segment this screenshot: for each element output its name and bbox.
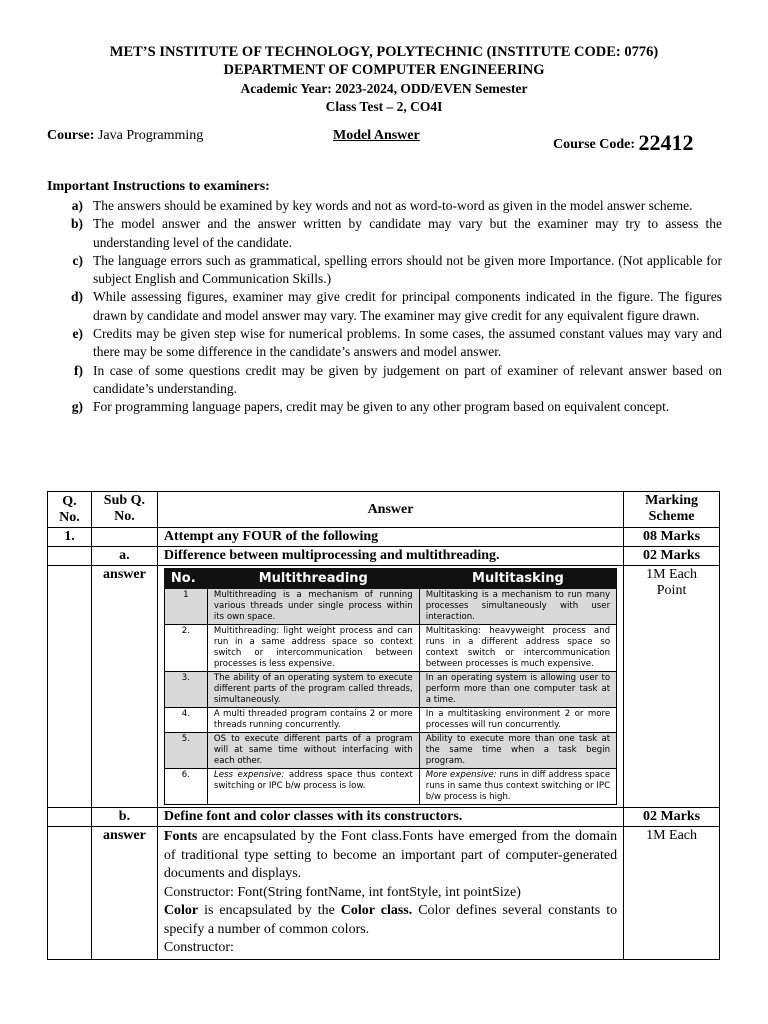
comparison-multithreading <box>207 625 419 672</box>
instruction-text: For programming language papers, credit may be given to any other program based on equivalent concept. <box>93 399 670 415</box>
qb-marks: 02 Marks <box>624 808 720 827</box>
color-desc-1: is encapsulated by the <box>198 903 341 918</box>
comparison-multitasking <box>419 625 616 672</box>
header-qno: Q. No. <box>48 492 92 528</box>
instruction-item <box>47 398 722 416</box>
instruction-text: While assessing figures, examiner may give credit for principal components indicated in the figure. The figures drawn by candidate and model answer may vary. The examiner may give credit for any equivalent figure drawn. <box>93 289 722 323</box>
comparison-text: runs in diff address space runs in same thus context switching or IPC b/w process is high. <box>425 770 611 802</box>
comparison-multithreading <box>207 733 419 769</box>
comparison-multitasking <box>419 672 616 708</box>
color-desc-2: Color defines several constants to specify a number of common colors. <box>163 903 618 937</box>
color-term: Color <box>163 903 199 918</box>
comparison-no: 1 <box>164 589 207 625</box>
course-label: Course: <box>47 128 95 143</box>
fonts-paragraph <box>164 828 617 884</box>
comparison-text: Multithreading: light weight process and can run in a same address space so context switch or intercommunication between processes is less expensive. <box>213 626 413 669</box>
course-info <box>47 128 203 144</box>
course-line <box>47 120 727 155</box>
answer-table <box>47 491 720 960</box>
course-code-value: 22412 <box>638 130 694 155</box>
comparison-text: Ability to execute more than one task at the same time when a task begin program. <box>425 734 611 766</box>
qa-ans-no-empty <box>48 566 92 808</box>
comparison-header-multitasking: Multitasking <box>419 569 616 589</box>
course-code-label: Course Code: <box>553 137 636 152</box>
qa-text: Difference between multiprocessing and multithreading. <box>157 547 623 566</box>
instruction-letter: b) <box>70 216 83 232</box>
comparison-text: The ability of an operating system to execute different parts of the program called threads, simultaneously. <box>213 673 413 705</box>
instruction-item <box>47 252 722 289</box>
q1-text: Attempt any FOUR of the following <box>157 528 623 547</box>
header-answer: Answer <box>157 492 623 528</box>
instruction-letter: d) <box>70 289 83 305</box>
color-constructor: Constructor: <box>163 940 234 955</box>
fonts-term: Fonts <box>163 829 198 844</box>
qa-no-empty <box>48 547 92 566</box>
q1-marks: 08 Marks <box>624 528 720 547</box>
comparison-multitasking <box>419 708 616 733</box>
comparison-row <box>164 589 616 625</box>
comparison-emphasis: Less expensive: <box>213 770 285 780</box>
comparison-no: 3. <box>164 672 207 708</box>
instruction-text: In case of some questions credit may be given by judgement on part of examiner of relevant answer based on candidate’s understanding. <box>93 362 722 396</box>
model-answer-title: Model Answer <box>333 128 420 143</box>
comparison-row <box>164 672 616 708</box>
q1-number: 1. <box>48 528 92 547</box>
qb-text: Define font and color classes with its constructors. <box>157 808 623 827</box>
fonts-desc: are encapsulated by the Font class.Fonts have emerged from the domain of traditional type setting to become an important part of computer-generated documents and displays. <box>163 829 618 881</box>
instruction-letter: c) <box>72 252 83 268</box>
instruction-item <box>47 197 722 215</box>
color-class-term: Color class. <box>340 903 413 918</box>
instruction-text: Credits may be given step wise for numerical problems. In some cases, the assumed constant values may vary and there may be some difference in the candidate’s answers and model answer. <box>93 326 722 360</box>
instructions-list <box>47 197 722 417</box>
qb-ans-no-empty <box>48 827 92 960</box>
comparison-multithreading <box>207 708 419 733</box>
comparison-emphasis: More expensive: <box>425 770 497 780</box>
comparison-text: In an operating system is allowing user to perform more than one computer task at a time. <box>425 673 611 705</box>
font-constructor: Constructor: Font(String fontName, int fontStyle, int pointSize) <box>163 884 521 900</box>
comparison-multithreading <box>207 769 419 805</box>
academic-year: Academic Year: 2023-2024, ODD/EVEN Semester <box>240 81 528 96</box>
qa-answer-label: answer <box>91 566 157 808</box>
comparison-multitasking <box>419 769 616 805</box>
instruction-letter: f) <box>74 362 83 378</box>
course-value: Java Programming <box>97 128 204 143</box>
qb-no-empty <box>48 808 92 827</box>
comparison-no: 6. <box>164 769 207 805</box>
instruction-text: The language errors such as grammatical, spelling errors should not be given more Importance. (Not applicable for subject English and Communication Skills.) <box>93 252 722 287</box>
comparison-text: Multithreading is a mechanism of running various threads under single process within its own space. <box>213 590 413 622</box>
comparison-no: 2. <box>164 625 207 672</box>
instruction-item <box>47 215 722 252</box>
qb-answer-text <box>157 827 623 960</box>
comparison-multithreading <box>207 589 419 625</box>
qa-marking: 1M Each Point <box>624 566 720 808</box>
qa-sub: a. <box>91 547 157 566</box>
comparison-row <box>164 733 616 769</box>
instructions-title: Important Instructions to examiners: <box>47 179 270 194</box>
instruction-letter: a) <box>71 198 83 213</box>
comparison-header-multithreading: Multithreading <box>207 569 419 589</box>
comparison-text: A multi threaded program contains 2 or more threads running concurrently. <box>213 709 413 730</box>
comparison-text: OS to execute different parts of a program will at same time without interfacing with each other. <box>213 734 413 766</box>
instruction-letter: g) <box>71 399 83 415</box>
comparison-multitasking <box>419 589 616 625</box>
comparison-text: Multitasking is a mechanism to run many processes simultaneously with user interaction. <box>425 590 611 622</box>
color-paragraph <box>164 902 617 939</box>
comparison-text: In a multitasking environment 2 or more processes will run concurrently. <box>425 709 611 730</box>
qb-marking: 1M Each <box>624 827 720 960</box>
instruction-letter: e) <box>72 326 83 342</box>
comparison-text: Multitasking: heavyweight process and runs in a different address space so context switch or intercommunication between processes is much expensive. <box>425 626 611 669</box>
comparison-table <box>164 568 617 805</box>
instruction-text: The model answer and the answer written by candidate may vary but the examiner may try to assess the understanding level of the candidate. <box>93 216 722 250</box>
comparison-row <box>164 625 616 672</box>
header-subq: Sub Q. No. <box>91 492 157 528</box>
comparison-text: address space thus context switching or IPC b/w process is low. <box>213 770 413 791</box>
department-name: DEPARTMENT OF COMPUTER ENGINEERING <box>223 62 545 78</box>
header-marking: Marking Scheme <box>624 492 720 528</box>
class-test: Class Test – 2, CO4I <box>325 99 443 114</box>
instruction-text: The answers should be examined by key words and not as word-to-word as given in the model answer scheme. <box>93 198 693 213</box>
instruction-item <box>47 325 722 362</box>
q1-sub-empty <box>91 528 157 547</box>
instruction-item <box>47 362 722 399</box>
comparison-multithreading <box>207 672 419 708</box>
comparison-row <box>164 769 616 805</box>
comparison-header-no: No. <box>164 569 207 589</box>
instruction-item <box>47 288 722 325</box>
comparison-no: 5. <box>164 733 207 769</box>
qb-answer-label: answer <box>91 827 157 960</box>
qa-marks: 02 Marks <box>624 547 720 566</box>
institute-name: MET’S INSTITUTE OF TECHNOLOGY, POLYTECHNIC (INSTITUTE CODE: 0776) <box>109 44 659 60</box>
qb-sub: b. <box>91 808 157 827</box>
comparison-no: 4. <box>164 708 207 733</box>
qa-answer-cell <box>157 566 623 808</box>
course-code <box>553 128 694 154</box>
comparison-row <box>164 708 616 733</box>
comparison-multitasking <box>419 733 616 769</box>
